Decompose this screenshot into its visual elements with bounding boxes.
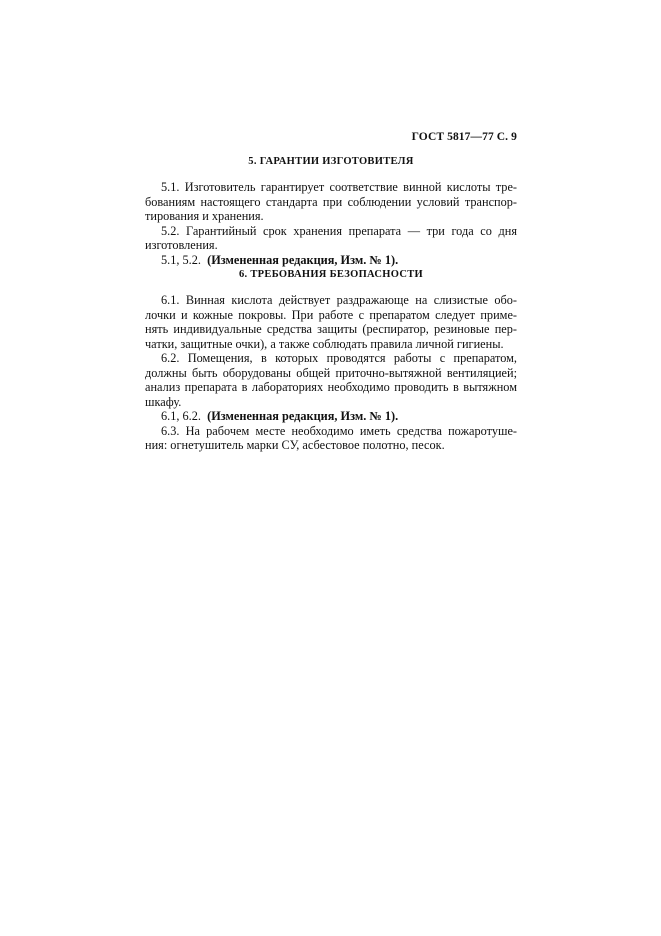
amendment-prefix: 5.1, 5.2. [161,252,201,267]
text-line: лочки и кожные покровы. При работе с препаратом следует приме- [145,307,517,322]
text-line: анализ препарата в лабораториях необходимо проводить в вытяжном [145,380,517,394]
amendment-line [145,253,517,268]
amendment-note: (Измененная редакция, Изм. № 1). [207,409,399,423]
amendment-note: (Измененная редакция, Изм. № 1). [207,252,399,267]
text-line: 6.2. Помещения, в которых проводятся работы с препаратом, [161,351,517,365]
paragraph-5-1 [145,180,517,224]
paragraph-6-3 [145,424,517,453]
text-line: нять индивидуальные средства защиты (респиратор, резиновые пер- [145,322,517,336]
paragraph-5-amendment [145,253,517,268]
paragraph-6-amendment [145,409,517,424]
paragraph-6-1 [145,293,517,351]
text-line: тирования и хранения. [145,209,264,223]
text-line: ния: огнетушитель марки СУ, асбестовое полотно, песок. [145,438,445,452]
text-line: 6.3. На рабочем месте необходимо иметь средства пожаротуше- [161,423,517,438]
page-header: ГОСТ 5817—77 С. 9 [411,131,517,143]
paragraph-6-2 [145,351,517,409]
amendment-prefix: 6.1, 6.2. [161,409,201,423]
text-line: чатки, защитные очки), а также соблюдать правила личной гигиены. [145,336,504,351]
document-page [145,0,517,936]
text-line: изготовления. [145,238,218,252]
text-line: 5.2. Гарантийный срок хранения препарата — три года со дня [161,223,517,238]
text-line: 5.1. Изготовитель гарантирует соответствие винной кислоты тре- [161,180,517,194]
text-line: бованиям настоящего стандарта при соблюдении условий транспор- [145,194,517,209]
section-5-body [145,180,517,267]
paragraph-5-2 [145,224,517,253]
text-line: должны быть оборудованы общей приточно-вытяжной вентиляцией; [145,365,517,380]
amendment-line [145,409,517,424]
section-5-title: 5. ГАРАНТИИ ИЗГОТОВИТЕЛЯ [248,156,414,167]
section-6-body [145,293,517,453]
text-line: шкафу. [145,394,182,409]
text-line: 6.1. Винная кислота действует раздражающе на слизистые обо- [161,293,517,307]
section-6-title: 6. ТРЕБОВАНИЯ БЕЗОПАСНОСТИ [238,269,424,280]
